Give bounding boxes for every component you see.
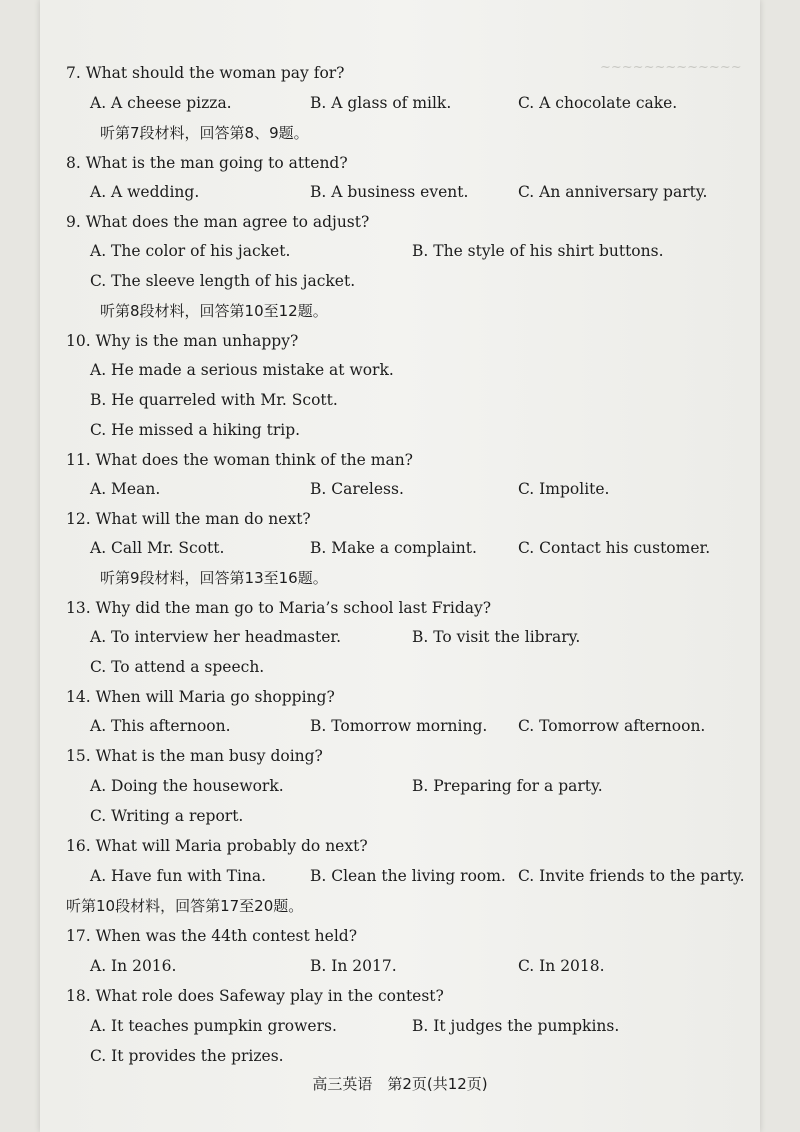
question-14: 14. When will Maria go shopping? bbox=[66, 688, 335, 706]
question-12: 12. What will the man do next? bbox=[66, 510, 311, 528]
section-header: 听第9段材料，回答第13至16题。 bbox=[100, 569, 328, 587]
question-18: 18. What role does Safeway play in the contest? bbox=[66, 987, 444, 1005]
q15-option-a: A. Doing the housework. bbox=[90, 777, 284, 795]
q7-option-b: B. A glass of milk. bbox=[310, 94, 452, 112]
q17-option-c: C. In 2018. bbox=[518, 957, 605, 975]
q14-option-a: A. This afternoon. bbox=[90, 717, 231, 735]
q9-option-c: C. The sleeve length of his jacket. bbox=[90, 272, 356, 290]
q11-option-c: C. Impolite. bbox=[518, 480, 610, 498]
q12-option-c: C. Contact his customer. bbox=[518, 539, 711, 557]
question-10: 10. Why is the man unhappy? bbox=[66, 332, 299, 350]
q16-option-a: A. Have fun with Tina. bbox=[90, 867, 267, 885]
bleed-through-text: ~~~~~~~~~~~~~ bbox=[600, 60, 742, 75]
q15-option-b: B. Preparing for a party. bbox=[412, 777, 603, 795]
q17-option-b: B. In 2017. bbox=[310, 957, 397, 975]
q16-option-c: C. Invite friends to the party. bbox=[518, 867, 745, 885]
q9-option-b: B. The style of his shirt buttons. bbox=[412, 242, 664, 260]
question-7: 7. What should the woman pay for? bbox=[66, 64, 345, 82]
q18-option-a: A. It teaches pumpkin growers. bbox=[90, 1017, 337, 1035]
q9-option-a: A. The color of his jacket. bbox=[90, 242, 291, 260]
exam-page bbox=[40, 0, 760, 1132]
q14-option-b: B. Tomorrow morning. bbox=[310, 717, 488, 735]
q16-option-b: B. Clean the living room. bbox=[310, 867, 506, 885]
q14-option-c: C. Tomorrow afternoon. bbox=[518, 717, 706, 735]
q11-option-a: A. Mean. bbox=[90, 480, 161, 498]
q10-option-a: A. He made a serious mistake at work. bbox=[90, 361, 394, 379]
question-8: 8. What is the man going to attend? bbox=[66, 154, 348, 172]
question-11: 11. What does the woman think of the man? bbox=[66, 451, 413, 469]
section-header: 听第7段材料，回答第8、9题。 bbox=[100, 124, 309, 142]
section-header: 听第10段材料，回答第17至20题。 bbox=[66, 897, 304, 915]
q12-option-a: A. Call Mr. Scott. bbox=[90, 539, 225, 557]
q12-option-b: B. Make a complaint. bbox=[310, 539, 477, 557]
q10-option-b: B. He quarreled with Mr. Scott. bbox=[90, 391, 338, 409]
q13-option-c: C. To attend a speech. bbox=[90, 658, 265, 676]
page-footer: 高三英语 第2页(共12页) bbox=[312, 1075, 488, 1093]
q11-option-b: B. Careless. bbox=[310, 480, 404, 498]
q18-option-b: B. It judges the pumpkins. bbox=[412, 1017, 620, 1035]
q18-option-c: C. It provides the prizes. bbox=[90, 1047, 284, 1065]
q8-option-b: B. A business event. bbox=[310, 183, 469, 201]
q17-option-a: A. In 2016. bbox=[90, 957, 177, 975]
question-13: 13. Why did the man go to Maria’s school last Friday? bbox=[66, 599, 492, 617]
q8-option-a: A. A wedding. bbox=[90, 183, 200, 201]
question-9: 9. What does the man agree to adjust? bbox=[66, 213, 370, 231]
q10-option-c: C. He missed a hiking trip. bbox=[90, 421, 301, 439]
question-17: 17. When was the 44th contest held? bbox=[66, 927, 358, 945]
q13-option-a: A. To interview her headmaster. bbox=[90, 628, 342, 646]
q7-option-a: A. A cheese pizza. bbox=[90, 94, 232, 112]
question-16: 16. What will Maria probably do next? bbox=[66, 837, 368, 855]
question-15: 15. What is the man busy doing? bbox=[66, 747, 323, 765]
section-header: 听第8段材料，回答第10至12题。 bbox=[100, 302, 328, 320]
q8-option-c: C. An anniversary party. bbox=[518, 183, 708, 201]
q7-option-c: C. A chocolate cake. bbox=[518, 94, 678, 112]
q15-option-c: C. Writing a report. bbox=[90, 807, 244, 825]
q13-option-b: B. To visit the library. bbox=[412, 628, 581, 646]
